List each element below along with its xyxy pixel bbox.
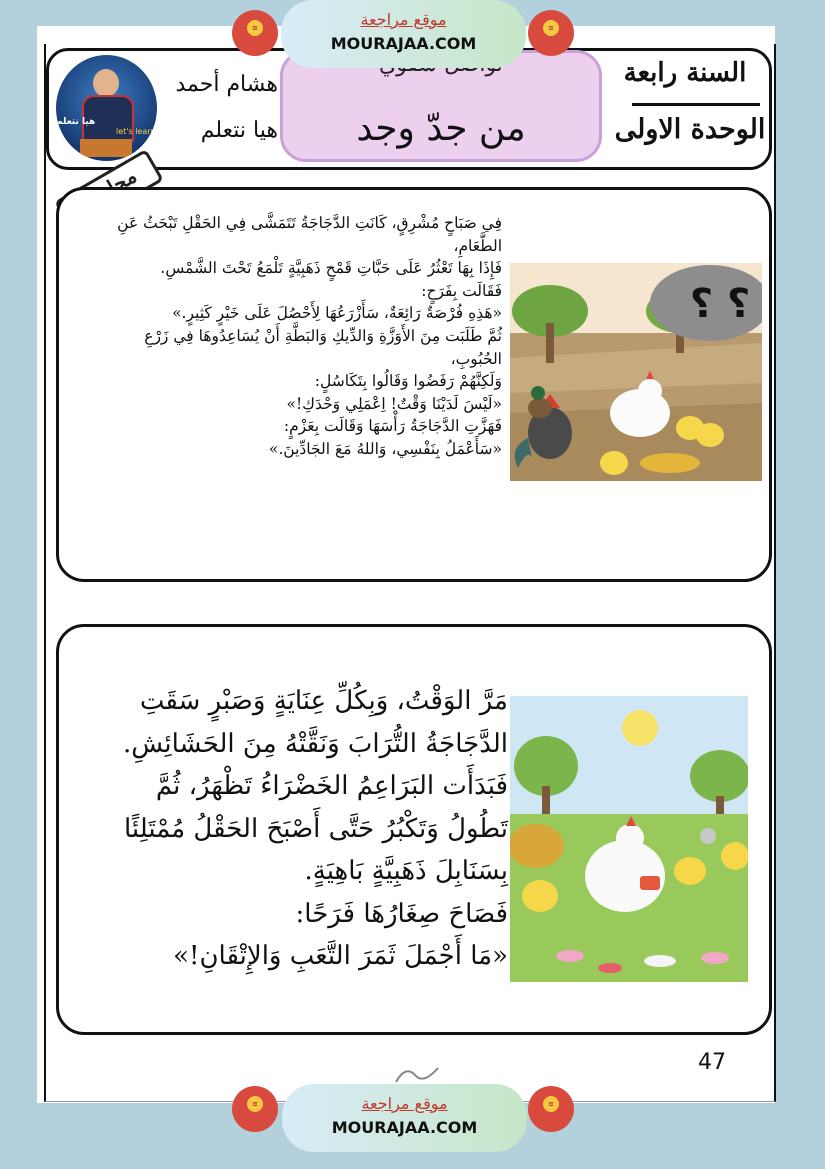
story-line: فَقَالَت بِفَرَحٍ: [421, 281, 502, 300]
story-text-1 [106, 212, 502, 461]
page-number: 47 [698, 1050, 726, 1075]
story-line: «هَذِهِ فُرْصَةٌ رَائِعَةٌ، سَأَزْرَعُهَا لِأَحْصُلَ عَلَى خَيْرٍ كَثِيرٍ.» [172, 304, 502, 323]
watermark-arabic[interactable]: موقع مراجعة [361, 1094, 448, 1113]
watermark-url[interactable]: MOURAJAA.COM [330, 34, 477, 53]
watermark-top[interactable] [281, 0, 526, 68]
author-avatar [56, 55, 157, 161]
watermark-bottom[interactable] [282, 1084, 527, 1152]
avatar-caption: هيا نتعلم [56, 117, 96, 127]
story-line: فَبَدَأَت البَرَاعِمُ الخَضْرَاءُ تَظْهَرُ، ثُمَّ تَطُولُ وَتَكْبُرُ حَتَّى أَصْبَحَ الحَقْلُ مُمْتَلِئًا بِسَنَابِلَ ذَهَبِيَّةٍ بَاهِيَةٍ. [123, 771, 508, 886]
story-line: «لَيْسَ لَدَيْنَا وَقْتٌ! اِعْمَلِي وَحْدَكِ!» [286, 394, 502, 413]
story-line: «سَأَعْمَلُ بِنَفْسِي، وَاللهُ مَعَ الجَادِّينَ.» [268, 439, 502, 458]
story-line: «مَا أَجْمَلَ ثَمَرَ التَّعَبِ وَالإِتْقَانِ!» [173, 941, 508, 971]
avatar-stand [80, 139, 132, 157]
author-name: هشام أحمد [175, 72, 278, 97]
lesson-title: من جدّ وجد [356, 108, 526, 149]
story-line: فِي صَبَاحٍ مُشْرِقٍ، كَانَتِ الدَّجَاجَةُ تَتَمَشَّى فِي الحَقْلِ تَبْحَثُ عَنِ الطَّعَامِ، [117, 214, 502, 255]
story-line: فَصَاحَ صِغَارُهَا فَرَحًا: [295, 898, 508, 929]
illustration-hen-watering-field [510, 696, 748, 982]
avatar-head [93, 69, 119, 97]
story-line: وَلَكِنَّهُمْ رَفَضُوا وَقَالُوا بِتَكَاسُلٍ: [314, 372, 502, 391]
seal-logo-icon: ≡ [528, 1086, 574, 1132]
story-text-2 [100, 680, 508, 978]
grade-label: السنة رابعة [623, 58, 747, 88]
watermark-arabic[interactable]: موقع مراجعة [360, 10, 447, 29]
illustration-hen-finds-wheat [510, 263, 762, 481]
story-line: مَرَّ الوَقْتُ، وَبِكُلِّ عِنَايَةٍ وَصَبْرٍ سَقَتِ الدَّجَاجَةُ التُّرَابَ وَنَقَّتْهُ مِنَ الحَشَائِشِ. [122, 686, 508, 759]
author-tagline: هيا نتعلم [200, 118, 278, 143]
seal-logo-icon: ≡ [232, 1086, 278, 1132]
story-line: فَهَزَّتِ الدَّجَاجَةُ رَأْسَهَا وَقَالَت بِعَزْمٍ: [283, 417, 502, 436]
story-line: ثُمَّ طَلَبَت مِنَ الأَوَزَّةِ وَالدِّيكِ وَالبَطَّةِ أَنْ يُسَاعِدُوهَا فِي زَرْعِ الحُبُوبِ، [144, 326, 502, 368]
story-line: فَإِذَا بِهَا تَعْثُرُ عَلَى حَبَّاتِ قَمْحٍ ذَهَبِيَّةٍ تَلْمَعُ تَحْتَ الشَّمْسِ. [160, 259, 502, 278]
grade-divider [632, 103, 760, 106]
author-block [160, 62, 278, 154]
avatar-caption-en: let's learn [116, 127, 156, 136]
question-marks-text: ؟ ؟ [689, 281, 751, 327]
seal-logo-icon: ≡ [528, 10, 574, 56]
unit-label: الوحدة الاولى [614, 114, 766, 145]
seal-logo-icon: ≡ [232, 10, 278, 56]
watermark-url[interactable]: MOURAJAA.COM [331, 1118, 478, 1137]
